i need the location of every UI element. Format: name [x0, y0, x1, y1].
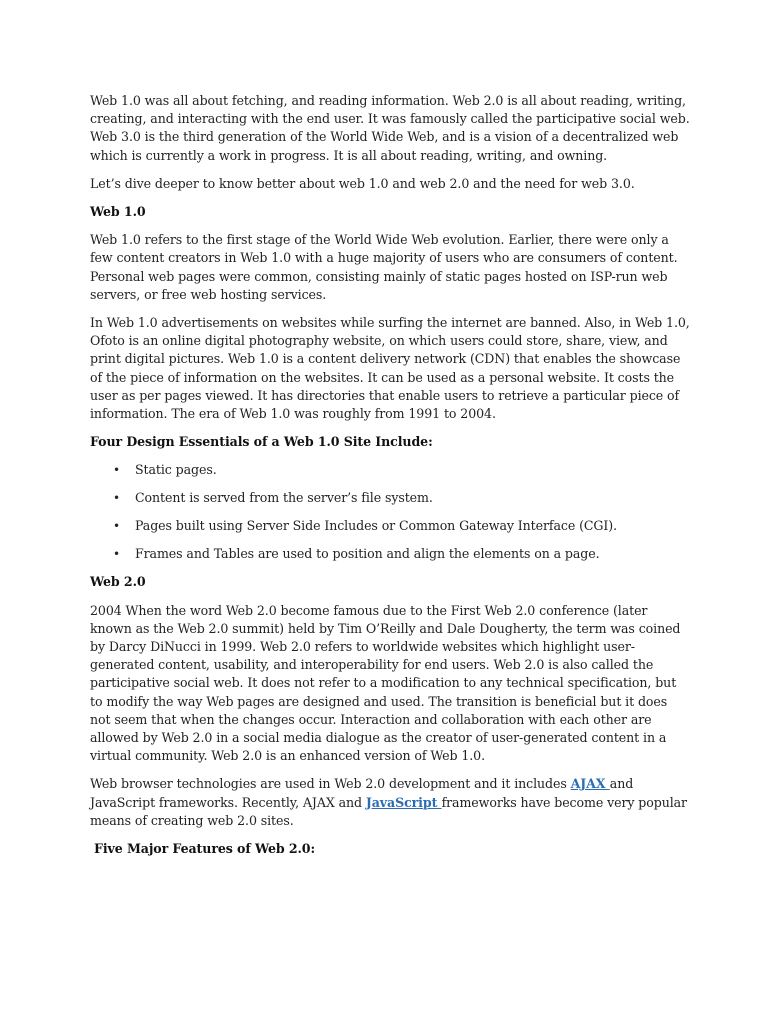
bullet-icon: • [113, 547, 120, 562]
ajax-link[interactable]: AJAX [570, 776, 610, 792]
list-item-text: Static pages. [135, 462, 217, 478]
intro-paragraph-1: Web 1.0 was all about fetching, and reading information. Web 2.0 is all about reading, writing, creating, and interacting with the end user. It was famously called the participative social web. Web 3.0 is the third generation of the World Wide Web, and is a vision of a decentralized web which is currently a work in progress. It is all about reading, writing, and owning. [90, 93, 690, 163]
web1-essentials-list [90, 461, 690, 563]
web2-paragraph-2-part-3: frameworks have become very popular means of creating web 2.0 sites. [90, 794, 687, 828]
web1-essentials-heading: Four Design Essentials of a Web 1.0 Site Include: [90, 434, 433, 450]
web1-heading: Web 1.0 [90, 204, 146, 220]
list-item-text: Pages built using Server Side Includes or Common Gateway Interface (CGI). [135, 518, 617, 534]
list-item-text: Frames and Tables are used to position and align the elements on a page. [135, 546, 600, 562]
bullet-icon: • [113, 519, 120, 534]
list-item [90, 461, 690, 479]
list-item [90, 489, 690, 507]
web2-features-heading: Five Major Features of Web 2.0: [94, 841, 316, 857]
list-item [90, 517, 690, 535]
web1-paragraph-2: In Web 1.0 advertisements on websites while surfing the internet are banned. Also, in Web 1.0, Ofoto is an online digital photography website, on which users could store, share, view, and print digital pictures. Web 1.0 is a content delivery network (CDN) that enables the showcase of the piece of information on the websites. It can be used as a personal website. It costs the user as per pages viewed. It has directories that enable users to retrieve a particular piece of information. The era of Web 1.0 was roughly from 1991 to 2004. [90, 315, 690, 422]
document-page [90, 92, 690, 868]
web2-paragraph-2 [90, 775, 690, 830]
javascript-link[interactable]: JavaScript [365, 794, 442, 810]
list-item-text: Content is served from the server’s file system. [135, 490, 433, 506]
intro-paragraph-2: Let’s dive deeper to know better about web 1.0 and web 2.0 and the need for web 3.0. [90, 175, 635, 191]
bullet-icon: • [113, 463, 120, 478]
list-item [90, 545, 690, 563]
web2-heading: Web 2.0 [90, 574, 146, 590]
bullet-icon: • [113, 491, 120, 506]
web2-paragraph-2-part-2: and JavaScript frameworks. Recently, AJAX and [90, 776, 634, 810]
web2-paragraph-1: 2004 When the word Web 2.0 become famous due to the First Web 2.0 conference (later known as the Web 2.0 summit) held by Tim O’Reilly and Dale Dougherty, the term was coined by Darcy DiNucci in 1999. Web 2.0 refers to worldwide websites which highlight user-generated content, usability, and interoperability for end users. Web 2.0 is also called the participative social web. It does not refer to a modification to any technical specification, but to modify the way Web pages are designed and used. The transition is beneficial but it does not seem that when the changes occur. Interaction and collaboration with each other are allowed by Web 2.0 in a social media dialogue as the creator of user-generated content in a virtual community. Web 2.0 is an enhanced version of Web 1.0. [90, 602, 681, 764]
web1-paragraph-1: Web 1.0 refers to the first stage of the World Wide Web evolution. Earlier, there were only a few content creators in Web 1.0 with a huge majority of users who are consumers of content. Personal web pages were common, consisting mainly of static pages hosted on ISP-run web servers, or free web hosting services. [90, 232, 678, 302]
web2-paragraph-2-part-1: Web browser technologies are used in Web 2.0 development and it includes [90, 776, 571, 792]
